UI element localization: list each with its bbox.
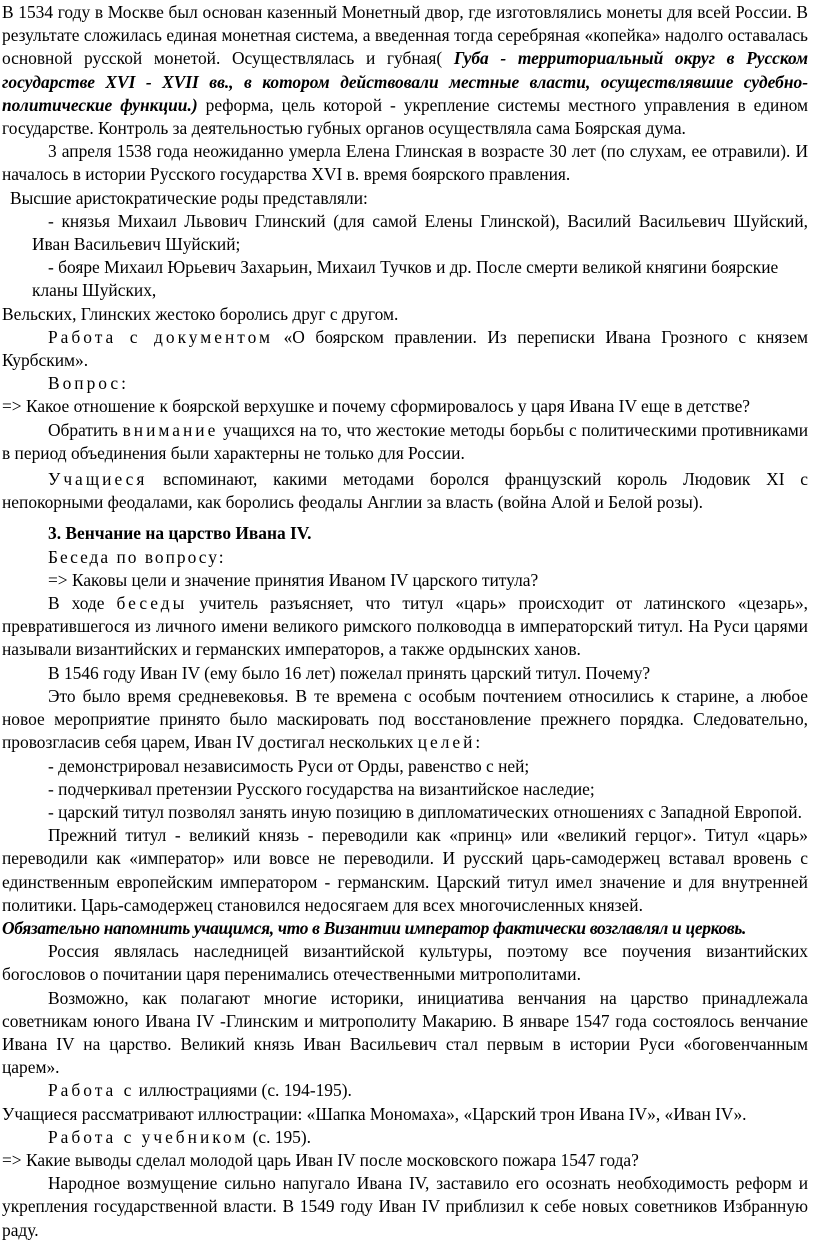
spaced-label: внимание xyxy=(122,419,219,440)
paragraph-fire-question: => Какие выводы сделал молодой царь Иван IV после московского пожара 1547 года? xyxy=(2,1149,639,1170)
text-run: (с. 195). xyxy=(248,1126,311,1147)
list-item-princes: - князья Михаил Львович Глинский (для самой Елены Глинской), Василий Васильевич Шуйский, Иван Васильевич Шуйский; xyxy=(32,210,808,255)
list-item-byzantine: - подчеркивал претензии Русского государства на византийское наследие; xyxy=(48,778,595,799)
spaced-label: Работа с xyxy=(48,1080,135,1101)
text-run: В 1534 году в Москве был основан казенный Монетный двор, где изготовлялись монеты для всей России. В результате сложилась единая монетная система, а введенная тогда серебряная «копейка» надолго оставалась основной русской монетой. Осуществлялась и губная( xyxy=(2,2,808,69)
paragraph-glinskaya-death: 3 апреля 1538 года неожиданно умерла Елена Глинская в возрасте 30 лет (по слухам, ее отравили). И началось в истории Русского государства XVI в. время боярского правления. xyxy=(2,141,808,185)
spaced-label: беседы xyxy=(116,593,188,614)
list-item-diplomacy: - царский титул позволял занять иную позицию в дипломатических отношениях с Западной Европой. xyxy=(48,801,802,822)
paragraph-mint xyxy=(2,1,808,140)
spaced-label: Беседа по вопросу: xyxy=(48,546,226,567)
text-run: учащихся на то, что жестокие методы борьбы с политическими противниками в период объединения были характерны не только для России. xyxy=(2,419,809,463)
list-item-independence: - демонстрировал независимость Руси от Орды, равенство с ней; xyxy=(48,755,530,776)
paragraph-1546: В 1546 году Иван IV (ему было 16 лет) пожелал принять царский титул. Почему? xyxy=(48,662,651,683)
paragraph-tsar-title xyxy=(2,592,808,662)
text-run: учитель разъясняет, что титул «царь» происходит от латинского «цезарь», превратившегося из личного имени великого римского полководца в императорский титул. На Руси царями называли византийских и германских императоров, а также ордынских ханов. xyxy=(2,593,808,660)
paragraph-question-label xyxy=(2,372,808,395)
text-run: Это было время средневековья. В те времена с особым почтением относились к старине, а любое новое мероприятие принято было маскировать под восстановление прежнего порядка. Следовательно, провозгласив себя царем, Иван IV достигал нескольких xyxy=(2,685,808,753)
paragraph-middle-ages xyxy=(2,685,808,755)
text-run: В ходе xyxy=(48,593,117,614)
paragraph-students-recall xyxy=(2,468,808,514)
text-run: : xyxy=(475,732,481,753)
spaced-label: Работа с учебником xyxy=(48,1126,249,1147)
spaced-label: Работа с документом xyxy=(48,326,274,347)
paragraph-textbook-work xyxy=(2,1126,808,1149)
paragraph-illustrations-work xyxy=(2,1079,808,1102)
section-heading: 3. Венчание на царство Ивана IV. xyxy=(48,523,312,544)
footnote-guba: Губа - территориальный округ в Русском государстве XVI - XVII вв., в котором действовали местные власти, осуществлявшие судебно-политические функции.) xyxy=(2,48,808,115)
spaced-label: целей xyxy=(417,732,476,753)
paragraph-clans: Вельских, Глинских жестоко боролись друг с другом. xyxy=(2,303,399,324)
text-run: Обратить xyxy=(48,419,123,440)
text-run: реформа, цель которой - укрепление системы местного управления в едином государстве. Контроль за деятельностью губных органов осуществляла сама Боярская дума. xyxy=(2,94,808,139)
paragraph-former-title: Прежний титул - великий князь - переводили как «принц» или «великий герцог». Титул «царь» переводили как «император» или вовсе не переводили. И русский царь-самодержец вставал вровень с единственным европейским императором - германским. Царский титул имел значение и для внутренней политики. Царь-самодержец становился недосягаем для всех многочисленных князей. xyxy=(2,825,808,915)
paragraph-byzantine-culture: Россия являлась наследницей византийской культуры, поэтому все поучения византийских богословов о почитании царя перенимались отечественными митрополитами. xyxy=(2,941,808,985)
paragraph-coronation: Возможно, как полагают многие историки, инициатива венчания на царство принадлежала советникам юного Ивана IV -Глинским и митрополиту Макарию. В январе 1547 года состоялось венчание Ивана IV на царство. Великий князь Иван Васильевич стал первым в истории Руси «боговенчанным царем». xyxy=(2,987,808,1078)
spaced-label: Учащиеся xyxy=(48,469,148,490)
paragraph-document-work xyxy=(2,326,808,372)
paragraph-attention xyxy=(2,419,808,465)
document-page xyxy=(2,0,808,1242)
text-run: «О боярском правлении. Из переписки Ивана Грозного с князем Курбским». xyxy=(2,326,809,371)
paragraph-reforms: Народное возмущение сильно напугало Ивана IV, заставило его осознать необходимость реформ и укрепления государственной власти. В 1549 году Иван IV приблизил к себе новых советников Избранную раду. xyxy=(2,1173,808,1240)
paragraph-reminder: Обязательно напомнить учащимся, что в Византии император фактически возглавлял и церковь. xyxy=(2,917,747,938)
spaced-label: Вопрос: xyxy=(48,373,129,394)
paragraph-aristocracy: Высшие аристократические роды представляли: xyxy=(10,187,368,208)
list-item-boyars: - бояре Михаил Юрьевич Захарьин, Михаил Тучков и др. После смерти великой княгини боярские кланы Шуйских, xyxy=(32,257,779,301)
paragraph-conversation-label xyxy=(2,546,808,569)
text-run: иллюстрациями (с. 194-195). xyxy=(134,1080,352,1101)
paragraph-question: => Какое отношение к боярской верхушке и почему сформировалось у царя Ивана IV еще в детстве? xyxy=(2,396,751,417)
paragraph-question-title: => Каковы цели и значение принятия Иваном IV царского титула? xyxy=(48,569,539,590)
text-run: вспоминают, какими методами боролся французский король Людовик XI с непокорными феодалами, как боролись феодалы Англии за власть (война Алой и Белой розы). xyxy=(2,469,808,513)
paragraph-illustrations: Учащиеся рассматривают иллюстрации: «Шапка Мономаха», «Царский трон Ивана IV», «Иван IV». xyxy=(2,1103,747,1124)
